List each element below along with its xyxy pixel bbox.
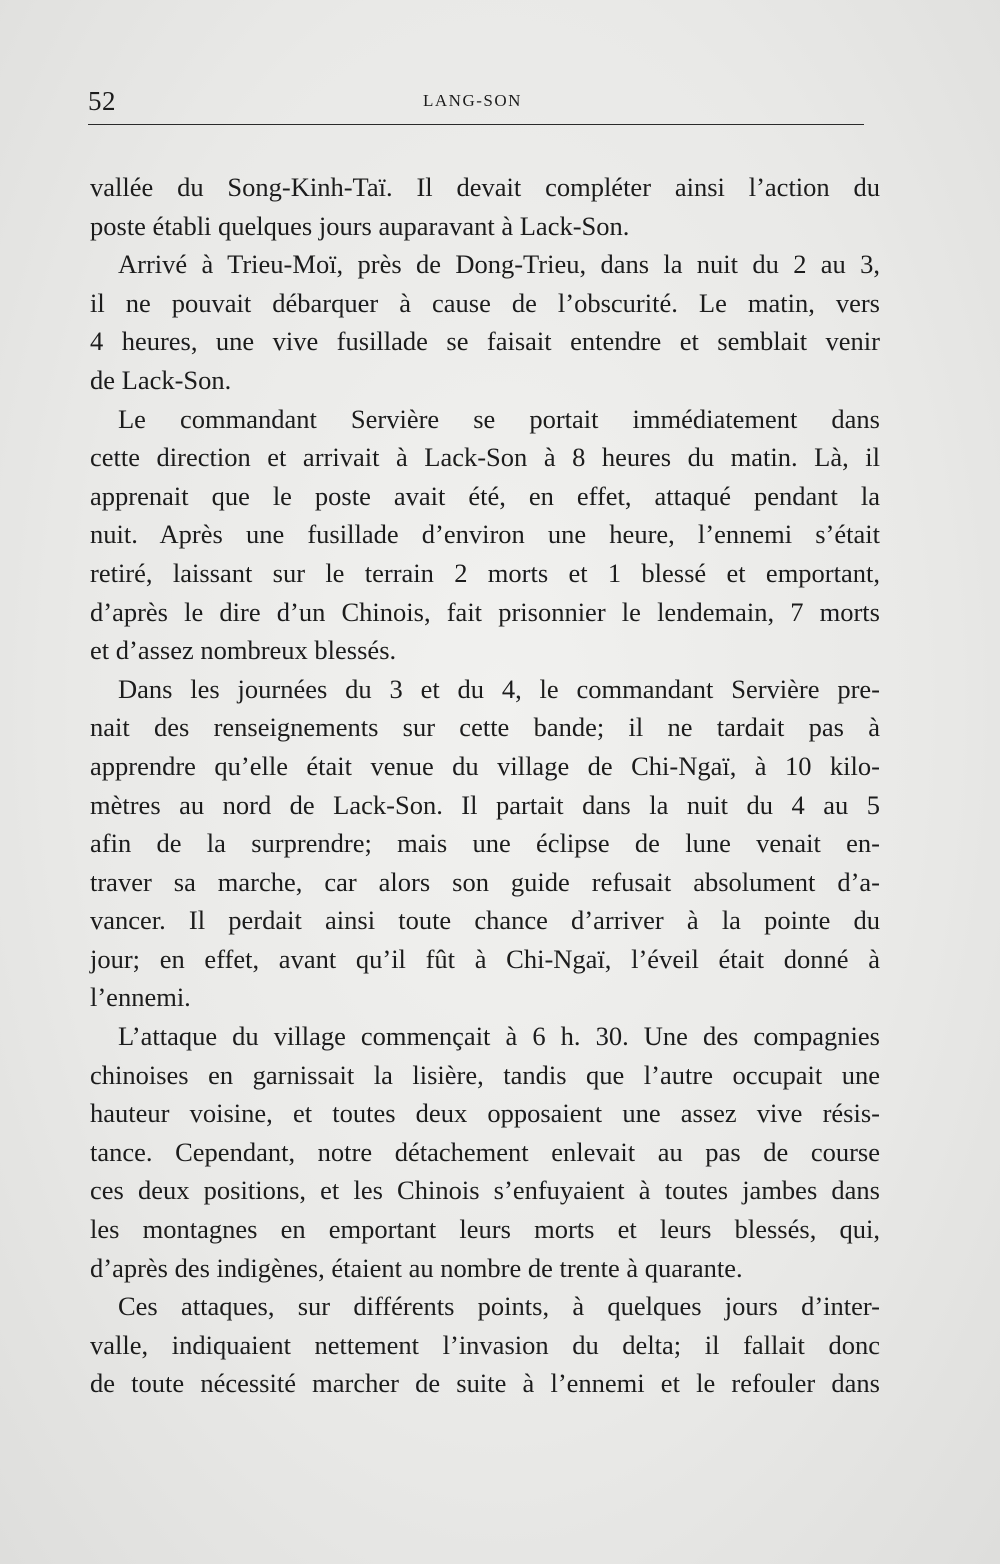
text-line: ces deux positions, et les Chinois s’enfuyaient à toutes jambes dans	[90, 1175, 880, 1206]
text-line: jour; en effet, avant qu’il fût à Chi-Ngaï, l’éveil était donné à	[90, 943, 880, 974]
text-line: valle, indiquaient nettement l’invasion du delta; il fallait donc	[90, 1329, 880, 1360]
text-line: chinoises en garnissait la lisière, tandis que l’autre occupait une	[90, 1059, 880, 1090]
text-line: Ces attaques, sur différents points, à quelques jours d’inter-	[118, 1291, 880, 1322]
paragraph	[90, 1287, 880, 1403]
text-line: vallée du Song-Kinh-Taï. Il devait compléter ainsi l’action du	[90, 172, 880, 202]
text-line: Dans les journées du 3 et du 4, le commandant Servière pre-	[118, 673, 880, 704]
paragraph	[90, 168, 880, 245]
paragraph	[90, 400, 880, 670]
paragraph	[90, 670, 880, 1017]
text-line: afin de la surprendre; mais une éclipse de lune venait en-	[90, 828, 880, 859]
text-line: 4 heures, une vive fusillade se faisait entendre et semblait venir	[90, 326, 880, 357]
text-line: cette direction et arrivait à Lack-Son à 8 heures du matin. Là, il	[90, 442, 880, 473]
text-line: apprenait que le poste avait été, en effet, attaqué pendant la	[90, 480, 880, 511]
text-line: Le commandant Servière se portait immédiatement dans	[118, 403, 880, 434]
text-line: poste établi quelques jours auparavant à Lack-Son.	[90, 210, 630, 241]
page-number: 52	[88, 86, 116, 116]
text-line: mètres au nord de Lack-Son. Il partait dans la nuit du 4 au 5	[90, 789, 880, 820]
body-text	[90, 168, 880, 1403]
text-line: hauteur voisine, et toutes deux opposaient une assez vive résis-	[90, 1098, 880, 1129]
text-line: de Lack-Son.	[90, 364, 232, 395]
text-line: il ne pouvait débarquer à cause de l’obscurité. Le matin, vers	[90, 287, 880, 318]
text-line: vancer. Il perdait ainsi toute chance d’arriver à la pointe du	[90, 905, 880, 936]
text-line: et d’assez nombreux blessés.	[90, 635, 397, 666]
text-line: nait des renseignements sur cette bande; il ne tardait pas à	[90, 712, 880, 743]
text-line: d’après le dire d’un Chinois, fait prisonnier le lendemain, 7 morts	[90, 596, 880, 627]
header-rule	[88, 124, 864, 125]
text-line: d’après des indigènes, étaient au nombre de trente à quarante.	[90, 1252, 743, 1283]
text-line: L’attaque du village commençait à 6 h. 30. Une des compagnies	[118, 1021, 880, 1052]
text-line: apprendre qu’elle était venue du village de Chi-Ngaï, à 10 kilo-	[90, 750, 880, 781]
paragraph	[90, 245, 880, 399]
text-line: traver sa marche, car alors son guide refusait absolument d’a-	[90, 866, 880, 897]
text-line: tance. Cependant, notre détachement enlevait au pas de course	[90, 1136, 880, 1167]
text-line: retiré, laissant sur le terrain 2 morts et 1 blessé et emportant,	[90, 557, 880, 588]
page-header	[88, 86, 864, 118]
paragraph	[90, 1017, 880, 1287]
running-title: LANG-SON	[423, 91, 522, 110]
text-line: de toute nécessité marcher de suite à l’ennemi et le refouler dans	[90, 1368, 880, 1399]
text-line: Arrivé à Trieu-Moï, près de Dong-Trieu, dans la nuit du 2 au 3,	[118, 249, 880, 280]
text-line: l’ennemi.	[90, 982, 191, 1013]
text-line: nuit. Après une fusillade d’environ une heure, l’ennemi s’était	[90, 519, 880, 550]
text-line: les montagnes en emportant leurs morts et leurs blessés, qui,	[90, 1214, 880, 1245]
